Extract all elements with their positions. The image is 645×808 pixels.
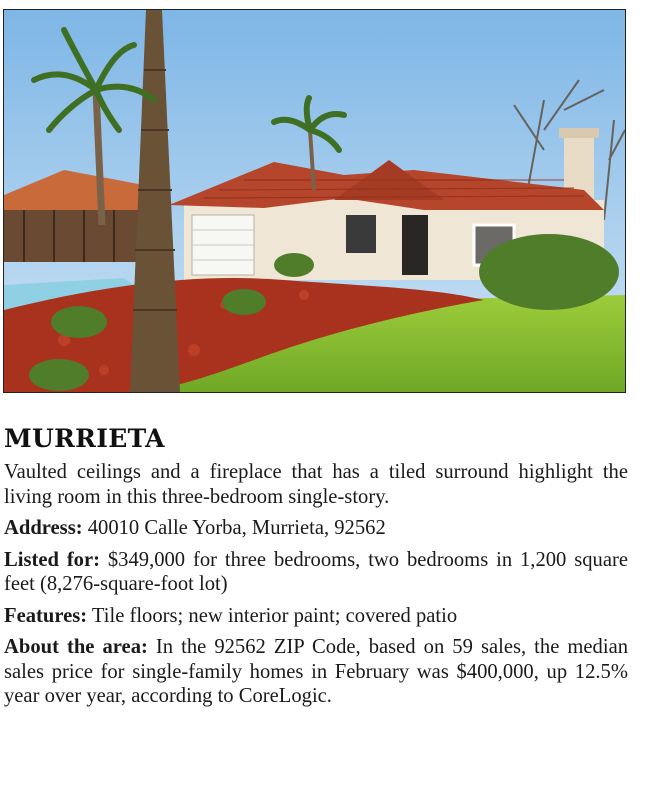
intro-paragraph: Vaulted ceilings and a fireplace that has a tiled surround highlight the living room in this three-bedroom single-story. — [4, 461, 628, 508]
area-line — [4, 635, 628, 709]
house-photo-illustration — [4, 10, 625, 392]
features-label: Features: — [4, 604, 88, 627]
address-line — [4, 516, 628, 541]
house-photo — [3, 9, 626, 393]
address-value: 40010 Calle Yorba, Murrieta, 92562 — [87, 517, 386, 539]
area-value: In the 92562 ZIP Code, based on 59 sales, the median sales price for single-family homes in February was $400,000, up 12.5% year over year, according to CoreLogic. — [4, 636, 629, 707]
listing-body — [4, 460, 628, 716]
listed-value: $349,000 for three bedrooms, two bedrooms in 1,200 square feet (8,276-square-foot lot) — [4, 548, 628, 595]
listed-label: Listed for: — [4, 548, 100, 571]
features-line — [4, 604, 628, 629]
address-label: Address: — [4, 517, 83, 539]
area-label: About the area: — [4, 636, 148, 658]
headline: MURRIETA — [4, 424, 165, 453]
listed-line — [4, 548, 628, 597]
features-value: Tile floors; new interior paint; covered patio — [91, 604, 458, 627]
